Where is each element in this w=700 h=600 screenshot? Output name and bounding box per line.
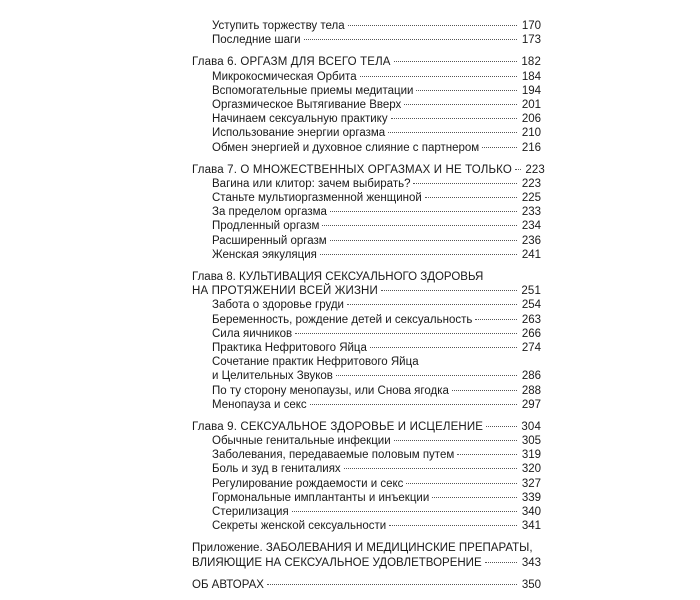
toc-entry[interactable]	[192, 519, 541, 533]
toc-entry-page: 206	[521, 113, 541, 126]
dot-leader	[330, 240, 517, 241]
toc-entry-title: Менопауза и секс	[212, 398, 307, 411]
chapter-heading[interactable]	[192, 284, 541, 298]
toc-entry-page: 236	[521, 234, 541, 247]
toc-entry-title: Использование энергии оргазма	[212, 127, 386, 140]
dot-leader	[486, 426, 517, 427]
toc-entry[interactable]	[192, 491, 541, 505]
section-gap	[192, 533, 541, 541]
section-gap	[192, 262, 541, 270]
toc-entry-title: Обычные генитальные инфекции	[212, 435, 391, 448]
dot-leader	[515, 169, 521, 170]
chapter-title-line-1[interactable]: Глава 8. КУЛЬТИВАЦИЯ СЕКСУАЛЬНОГО ЗДОРОВЬЯ	[192, 271, 484, 283]
dot-leader	[394, 61, 517, 62]
toc-entry[interactable]	[192, 505, 541, 519]
toc-entry[interactable]	[192, 126, 541, 140]
toc-entry[interactable]	[192, 477, 541, 491]
toc-entry-title: По ту сторону менопаузы, или Снова ягодка	[212, 384, 449, 397]
dot-leader	[482, 147, 517, 148]
toc-entry-page: 184	[521, 70, 541, 83]
dot-leader	[310, 404, 517, 405]
toc-entry[interactable]	[192, 205, 541, 219]
section-gap	[192, 570, 541, 578]
toc-entry-title: Стерилизация	[212, 506, 289, 518]
authors-page: 350	[521, 578, 541, 591]
toc-entry-title: Боль и зуд в гениталиях	[212, 463, 341, 476]
toc-entry-title: Оргазмическое Вытягивание Вверх	[212, 98, 402, 111]
dot-leader	[425, 197, 517, 198]
toc-entry-title-line-2: и Целительных Звуков	[212, 370, 333, 383]
toc-entry[interactable]	[192, 384, 541, 398]
toc-entry-page: 288	[521, 384, 541, 397]
toc-entry-title: Практика Нефритового Яйца	[212, 341, 367, 354]
toc-entry-page: 254	[521, 299, 541, 312]
dot-leader	[336, 375, 517, 376]
toc-entry-page: 263	[521, 313, 541, 326]
toc-entry-page: 327	[521, 477, 541, 490]
toc-entry[interactable]	[192, 234, 541, 248]
toc-entry[interactable]	[192, 448, 541, 462]
toc-entry[interactable]	[192, 398, 541, 412]
toc-entry-title: Женская эякуляция	[212, 248, 317, 261]
chapter-title: Глава 9. СЕКСУАЛЬНОЕ ЗДОРОВЬЕ И ИСЦЕЛЕНИЕ	[192, 420, 484, 433]
toc-entry-title: Обмен энергией и духовное слияние с партнером	[212, 141, 480, 154]
toc-entry-page: 194	[521, 84, 541, 97]
chapter-heading[interactable]	[192, 420, 541, 434]
toc-entry-page: 305	[521, 435, 541, 448]
toc-entry[interactable]	[192, 98, 541, 112]
toc-entry-title: Расширенный оргазм	[212, 234, 327, 247]
dot-leader	[344, 468, 517, 469]
toc-entry[interactable]	[192, 112, 541, 126]
toc-entry[interactable]	[192, 327, 541, 341]
dot-leader	[292, 511, 517, 512]
toc-entry-title: Секреты женской сексуальности	[212, 520, 387, 533]
chapter-page: 182	[521, 56, 541, 69]
dot-leader	[432, 497, 517, 498]
toc-entry-title: Беременность, рождение детей и сексуальность	[212, 313, 473, 326]
dot-leader	[320, 254, 517, 255]
toc-entry[interactable]	[192, 177, 541, 191]
toc-entry-page: 201	[521, 98, 541, 111]
toc-entry[interactable]	[192, 84, 541, 98]
toc-entry[interactable]	[192, 19, 541, 33]
toc-entry-title: Гормональные имплантанты и инъекции	[212, 491, 430, 504]
appendix-page: 343	[521, 556, 541, 569]
toc-entry-page: 234	[521, 220, 541, 233]
section-gap	[192, 412, 541, 420]
toc-entry[interactable]	[192, 313, 541, 327]
toc-entry[interactable]	[192, 369, 541, 383]
toc-entry-page: 319	[521, 449, 541, 462]
dot-leader	[322, 225, 517, 226]
toc-entry-title: Продленный оргазм	[212, 220, 320, 233]
table-of-contents	[192, 19, 545, 592]
toc-entry[interactable]	[192, 462, 541, 476]
toc-entry[interactable]	[192, 191, 541, 205]
toc-entry[interactable]	[192, 219, 541, 233]
toc-entry[interactable]	[192, 141, 541, 155]
dot-leader	[388, 132, 517, 133]
dot-leader	[347, 304, 517, 305]
chapter-page: 304	[521, 420, 541, 433]
toc-entry-title: За пределом оргазма	[212, 206, 327, 219]
dot-leader	[394, 440, 517, 441]
toc-entry-page: 241	[521, 248, 541, 261]
dot-leader	[370, 347, 517, 348]
toc-entry-title-line-1[interactable]: Сочетание практик Нефритового Яйца	[212, 356, 419, 369]
toc-entry-page: 320	[521, 463, 541, 476]
section-gap	[192, 47, 541, 55]
dot-leader	[475, 319, 517, 320]
toc-entry[interactable]	[192, 434, 541, 448]
chapter-page: 251	[521, 285, 541, 298]
toc-entry-title: Микрокосмическая Орбита	[212, 70, 357, 83]
toc-entry-page: 233	[521, 206, 541, 219]
toc-entry[interactable]	[192, 341, 541, 355]
dot-leader	[406, 483, 517, 484]
dot-leader	[416, 90, 517, 91]
dot-leader	[348, 25, 517, 26]
dot-leader	[267, 584, 517, 585]
toc-entry-page: 173	[521, 34, 541, 47]
chapter-title: Глава 7. О МНОЖЕСТВЕННЫХ ОРГАЗМАХ И НЕ ТОЛЬКО	[192, 163, 512, 176]
dot-leader	[404, 104, 517, 105]
toc-entry-title: Станьте мультиоргазменной женщиной	[212, 192, 422, 205]
toc-entry-page: 266	[521, 327, 541, 340]
dot-leader	[413, 183, 517, 184]
toc-entry-page: 339	[521, 491, 541, 504]
authors-title: ОБ АВТОРАХ	[192, 578, 264, 591]
toc-entry-page: 223	[521, 177, 541, 190]
toc-entry-title: Заболевания, передаваемые половым путем	[212, 449, 455, 462]
toc-entry-page: 225	[521, 192, 541, 205]
appendix-title-line-1[interactable]: Приложение. ЗАБОЛЕВАНИЯ И МЕДИЦИНСКИЕ ПРЕПАРАТЫ,	[192, 542, 533, 555]
toc-entry-page: 297	[521, 398, 541, 411]
chapter-title: Глава 6. ОРГАЗМ ДЛЯ ВСЕГО ТЕЛА	[192, 56, 391, 69]
dot-leader	[330, 211, 517, 212]
toc-entry-title: Вспомогательные приемы медитации	[212, 84, 414, 97]
section-gap	[192, 155, 541, 163]
toc-entry[interactable]	[192, 248, 541, 262]
toc-entry-page: 170	[521, 20, 541, 32]
toc-entry-title: Последние шаги	[212, 34, 301, 47]
toc-entry[interactable]	[192, 70, 541, 84]
dot-leader	[381, 290, 517, 291]
toc-entry-page: 216	[521, 141, 541, 154]
toc-entry-page: 210	[521, 127, 541, 140]
toc-entry[interactable]	[192, 298, 541, 312]
appendix-heading[interactable]	[192, 556, 541, 570]
dot-leader	[391, 118, 517, 119]
toc-entry-title: Забота о здоровье груди	[212, 299, 344, 312]
toc-entry-title: Уступить торжеству тела	[212, 20, 345, 32]
dot-leader	[457, 454, 517, 455]
toc-entry-page: 274	[521, 341, 541, 354]
toc-entry-title: Начинаем сексуальную практику	[212, 113, 388, 126]
authors-heading[interactable]	[192, 578, 541, 592]
toc-entry-title: Регулирование рождаемости и секс	[212, 477, 404, 490]
dot-leader	[360, 76, 517, 77]
chapter-page: 223	[525, 163, 545, 176]
toc-entry[interactable]	[192, 33, 541, 47]
dot-leader	[304, 39, 517, 40]
dot-leader	[295, 333, 517, 334]
toc-entry-page: 340	[521, 506, 541, 518]
toc-entry-page: 341	[521, 520, 541, 533]
appendix-title-line-2: ВЛИЯЮЩИЕ НА СЕКСУАЛЬНОЕ УДОВЛЕТВОРЕНИЕ	[192, 556, 482, 569]
chapter-heading[interactable]	[192, 55, 541, 69]
toc-entry-page: 286	[521, 370, 541, 383]
chapter-heading[interactable]	[192, 163, 545, 177]
dot-leader	[452, 390, 517, 391]
toc-entry-title: Сила яичников	[212, 327, 293, 340]
toc-entry-title: Вагина или клитор: зачем выбирать?	[212, 177, 411, 190]
dot-leader	[389, 525, 517, 526]
chapter-title-line-2: НА ПРОТЯЖЕНИИ ВСЕЙ ЖИЗНИ	[192, 285, 378, 298]
dot-leader	[485, 562, 517, 563]
